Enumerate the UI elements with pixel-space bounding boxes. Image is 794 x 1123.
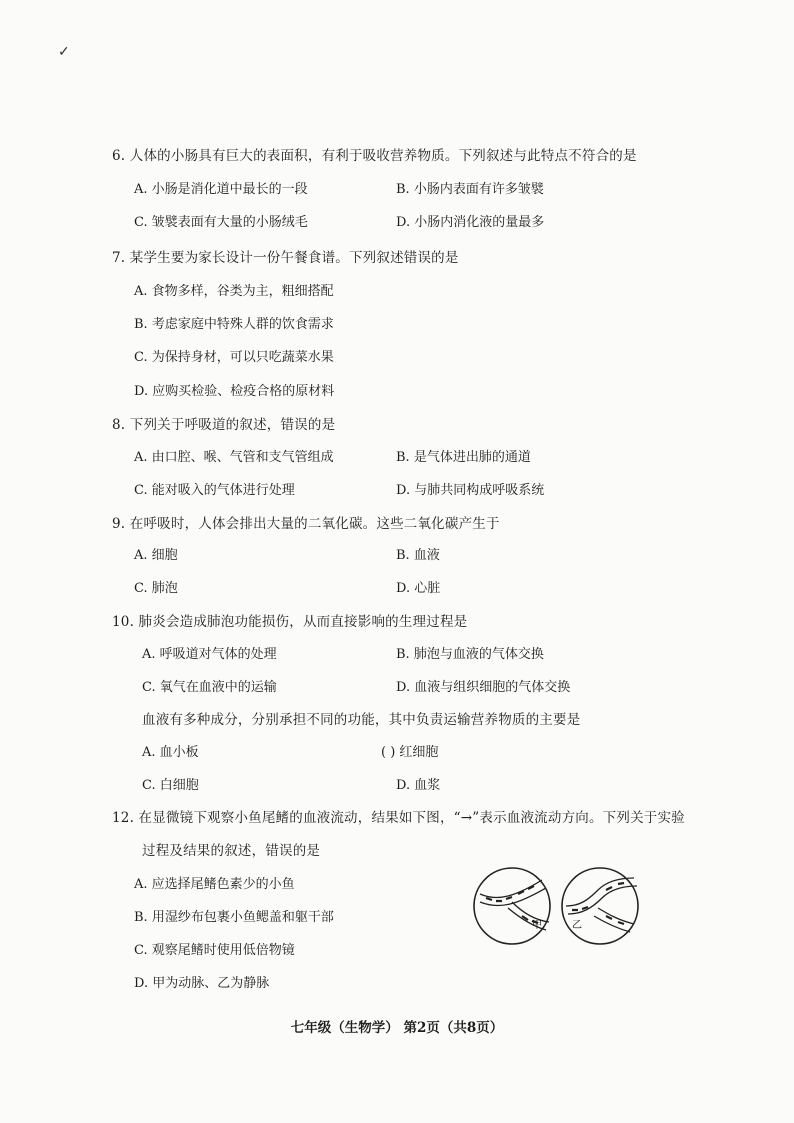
question-6-option-c: C. 皱襞表面有大量的小肠绒毛 bbox=[134, 215, 308, 230]
question-8-option-b: B. 是气体进出肺的通道 bbox=[396, 450, 531, 465]
question-12-stem: 12. 在显微镜下观察小鱼尾鳍的血液流动，结果如下图，“→”表示血液流动方向。下列关于实验 bbox=[112, 810, 685, 826]
question-12-option-b: B. 用湿纱布包裹小鱼鳃盖和躯干部 bbox=[134, 910, 334, 925]
question-12-option-c: C. 观察尾鳍时使用低倍物镜 bbox=[134, 943, 295, 958]
question-9-option-a: A. 细胞 bbox=[134, 548, 178, 563]
question-10-option-d: D. 血液与组织细胞的气体交换 bbox=[396, 680, 571, 695]
check-mark: ✓ bbox=[58, 44, 70, 60]
question-11-option-b: ( ) 红细胞 bbox=[381, 745, 439, 760]
question-9-stem: 9. 在呼吸时，人体会排出大量的二氧化碳。这些二氧化碳产生于 bbox=[112, 516, 500, 532]
question-10-stem: 10. 肺炎会造成肺泡功能损伤，从而直接影响的生理过程是 bbox=[112, 614, 468, 630]
question-7-option-c: C. 为保持身材，可以只吃蔬菜水果 bbox=[134, 350, 334, 365]
question-12-option-a: A. 应选择尾鳍色素少的小鱼 bbox=[134, 877, 295, 892]
question-8-stem: 8. 下列关于呼吸道的叙述，错误的是 bbox=[112, 417, 336, 433]
question-7-option-d: D. 应购买检验、检疫合格的原材料 bbox=[134, 384, 335, 399]
question-11-stem: 血液有多种成分，分别承担不同的功能，其中负责运输营养物质的主要是 bbox=[142, 712, 581, 728]
question-12-stem-line2: 过程及结果的叙述，错误的是 bbox=[142, 843, 321, 859]
question-6-stem: 6. 人体的小肠具有巨大的表面积，有利于吸收营养物质。下列叙述与此特点不符合的是 bbox=[112, 148, 637, 164]
question-6-option-a: A. 小肠是消化道中最长的一段 bbox=[134, 182, 308, 197]
question-7-option-b: B. 考虑家庭中特殊人群的饮食需求 bbox=[134, 317, 334, 332]
question-11-option-d: D. 血浆 bbox=[396, 778, 441, 793]
page-footer: 七年级（生物学） 第2页（共8页） bbox=[290, 1020, 504, 1036]
question-8-option-a: A. 由口腔、喉、气管和支气管组成 bbox=[134, 450, 334, 465]
question-8-option-c: C. 能对吸入的气体进行处理 bbox=[134, 483, 295, 498]
question-12-option-d: D. 甲为动脉、乙为静脉 bbox=[134, 976, 270, 991]
question-6-option-d: D. 小肠内消化液的量最多 bbox=[396, 215, 545, 230]
question-7-option-a: A. 食物多样，谷类为主，粗细搭配 bbox=[134, 284, 334, 299]
question-10-option-c: C. 氧气在血液中的运输 bbox=[142, 680, 277, 695]
blood-vessel-figure bbox=[472, 862, 642, 950]
question-11-option-c: C. 白细胞 bbox=[142, 778, 199, 793]
vessel-view-left bbox=[474, 868, 550, 944]
question-9-option-d: D. 心脏 bbox=[396, 581, 441, 596]
question-9-option-c: C. 肺泡 bbox=[134, 581, 178, 596]
question-7-stem: 7. 某学生要为家长设计一份午餐食谱。下列叙述错误的是 bbox=[112, 250, 459, 266]
question-10-option-b: B. 肺泡与血液的气体交换 bbox=[396, 647, 544, 662]
question-8-option-d: D. 与肺共同构成呼吸系统 bbox=[396, 483, 545, 498]
question-6-option-b: B. 小肠内表面有许多皱襞 bbox=[396, 182, 544, 197]
figure-label-left: 甲 bbox=[532, 920, 542, 931]
question-11-option-a: A. 血小板 bbox=[142, 745, 199, 760]
vessel-view-right bbox=[562, 868, 638, 944]
question-9-option-b: B. 血液 bbox=[396, 548, 440, 563]
figure-label-right: 乙 bbox=[572, 920, 582, 931]
question-10-option-a: A. 呼吸道对气体的处理 bbox=[142, 647, 277, 662]
